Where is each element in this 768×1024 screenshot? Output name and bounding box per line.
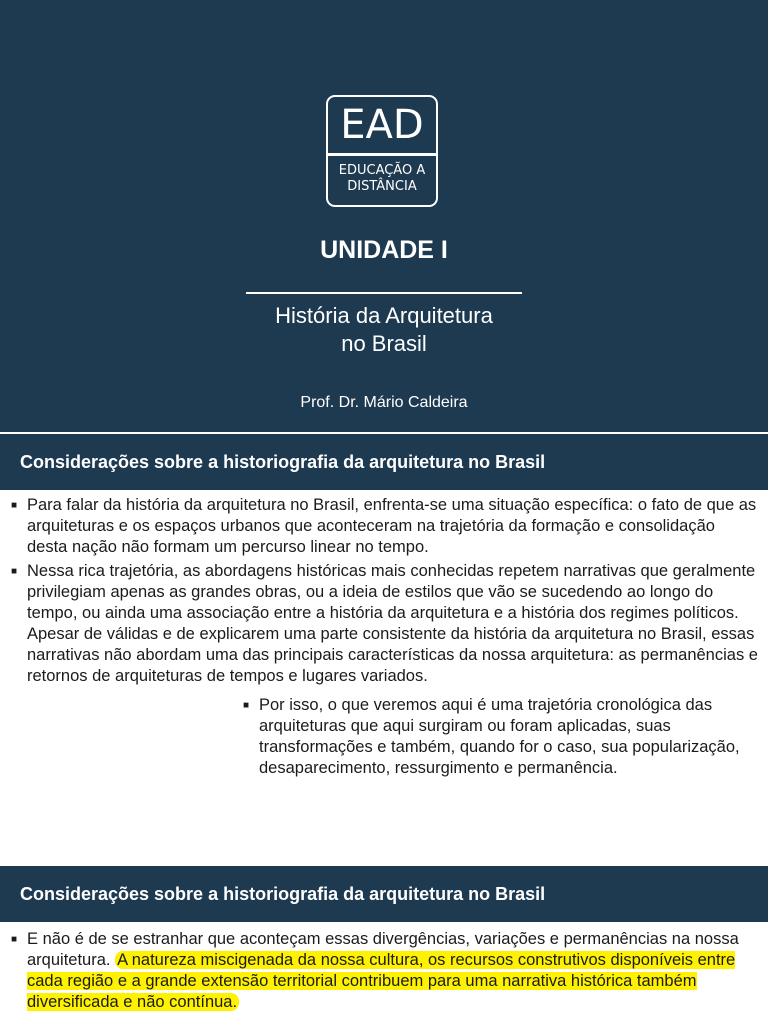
- logo-sub-line1: EDUCAÇÃO A: [338, 163, 426, 178]
- cover-slide: [0, 0, 768, 432]
- slide2-header: Considerações sobre a historiografia da arquitetura no Brasil: [0, 866, 768, 922]
- unit-title: UNIDADE I: [320, 236, 448, 264]
- bullet-text: Nessa rica trajetória, as abordagens históricas mais conhecidas repetem narrativas que geralmente privilegiam apenas as grandes obras, ou a ideia de estilos que vão se sucedendo ao longo do tempo, ou ainda uma associação entre a história da arquitetura e a história dos regimes políticos. Apesar de válidas e de explicarem uma parte consistente da história da arquitetura no Brasil, essas narrativas não abordam uma das principais características da nossa arquitetura: as permanências e retornos de arquiteturas de tempos e lugares variados.: [27, 562, 758, 685]
- list-item: [232, 695, 752, 779]
- logo-sub-text: [328, 163, 436, 195]
- bullet-square-icon: ■: [11, 934, 18, 945]
- list-item: [0, 495, 768, 558]
- ead-logo: [326, 95, 438, 207]
- slide1-sub-bullet-list: [232, 695, 752, 779]
- list-item: [0, 561, 768, 687]
- bullet-text: E não é de se estranhar que aconteçam essas divergências, variações e permanências na nossa arquitetura.: [27, 930, 739, 969]
- logo-sub-line2: DISTÂNCIA: [347, 179, 417, 194]
- bullet-text: Para falar da história da arquitetura no Brasil, enfrenta-se uma situação específica: o fato de que as arquiteturas e os espaços urbanos que aconteceram na trajetória da formação e consolidação desta nação não formam um percurso linear no tempo.: [27, 496, 757, 556]
- slide1-bullet-list: [0, 495, 768, 687]
- subtitle-line1: História da Arquitetura: [275, 303, 493, 328]
- logo-divider: [328, 153, 436, 156]
- cover-subtitle: [0, 302, 768, 358]
- slide1-header: Considerações sobre a historiografia da arquitetura no Brasil: [0, 434, 768, 490]
- list-item: [0, 929, 768, 1013]
- logo-main-text: EAD: [340, 102, 424, 148]
- bullet-square-icon: ■: [11, 566, 18, 577]
- bullet-square-icon: ■: [11, 500, 18, 511]
- slide2-bullet-list: [0, 929, 768, 1013]
- sub-bullet-text: Por isso, o que veremos aqui é uma trajetória cronológica das arquiteturas que aqui surgiram ou foram aplicadas, suas transformações e também, quando for o caso, sua popularização, desaparecimento, ressurgimento e permanência.: [259, 696, 740, 777]
- subtitle-line2: no Brasil: [341, 331, 427, 356]
- author-name: Prof. Dr. Mário Caldeira: [300, 394, 468, 411]
- highlighted-text: A natureza miscigenada da nossa cultura, os recursos construtivos disponíveis entre cada região e a grande extensão territorial contribuem para uma narrativa histórica também diversificada e não contínua.: [27, 951, 736, 1011]
- bullet-square-icon: ■: [243, 700, 250, 711]
- title-divider: [246, 292, 522, 294]
